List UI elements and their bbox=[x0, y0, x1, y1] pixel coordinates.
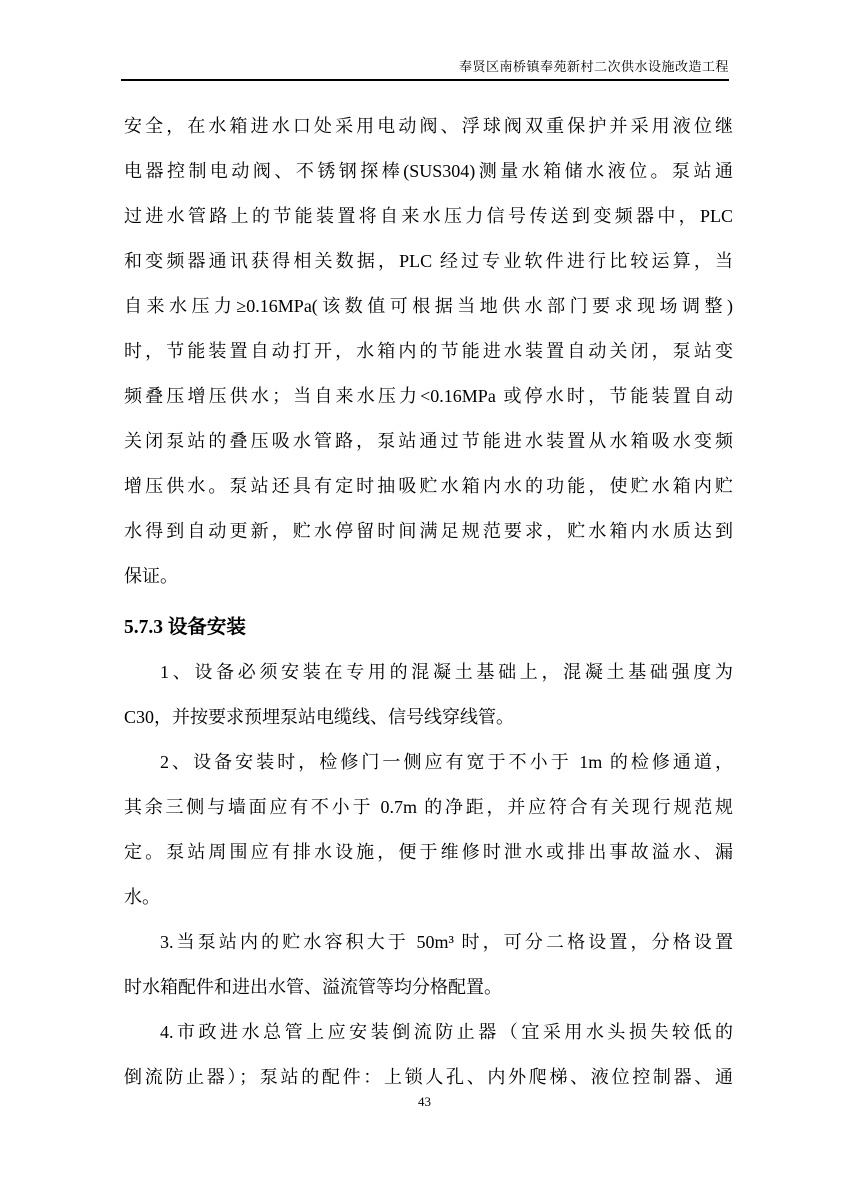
paragraph-line: 过进水管路上的节能装置将自来水压力信号传送到变频器中，PLC bbox=[124, 206, 733, 226]
paragraph-line: 倒流防止器）；泵站的配件：上锁人孔、内外爬梯、液位控制器、通 bbox=[124, 1067, 733, 1087]
paragraph-line: 时水箱配件和进出水管、溢流管等均分格配置。 bbox=[124, 977, 502, 997]
paragraph-line: 定。泵站周围应有排水设施，便于维修时泄水或排出事故溢水、漏 bbox=[124, 842, 733, 862]
paragraph-line: C30，并按要求预埋泵站电缆线、信号线穿线管。 bbox=[124, 707, 515, 727]
body-paragraph bbox=[124, 1010, 733, 1100]
paragraph-line: 时，节能装置自动打开，水箱内的节能进水装置自动关闭，泵站变 bbox=[124, 341, 733, 361]
paragraph-line: 水得到自动更新，贮水停留时间满足规范要求，贮水箱内水质达到 bbox=[124, 521, 733, 541]
running-header bbox=[121, 59, 729, 81]
paragraph-line: 水。 bbox=[124, 887, 160, 907]
paragraph-line: 1、设备必须安装在专用的混凝土基础上，混凝土基础强度为 bbox=[160, 662, 733, 682]
paragraph-line: 和变频器通讯获得相关数据，PLC 经过专业软件进行比较运算，当 bbox=[124, 251, 733, 271]
page-footer bbox=[0, 1094, 849, 1110]
paragraph-line: 3.当泵站内的贮水容积大于 50m³ 时，可分二格设置，分格设置 bbox=[160, 932, 733, 952]
paragraph-line: 电器控制电动阀、不锈钢探棒(SUS304)测量水箱储水液位。泵站通 bbox=[124, 161, 733, 181]
paragraph-line: 频叠压增压供水；当自来水压力<0.16MPa 或停水时，节能装置自动 bbox=[124, 386, 733, 406]
section-heading: 5.7.3 设备安装 bbox=[124, 617, 246, 638]
paragraph-line: 4.市政进水总管上应安装倒流防止器（宜采用水头损失较低的 bbox=[160, 1022, 733, 1042]
page-number: 43 bbox=[418, 1094, 431, 1109]
body-paragraph bbox=[124, 104, 733, 599]
body-paragraph bbox=[124, 650, 733, 740]
paragraph-line: 自来水压力≥0.16MPa(该数值可根据当地供水部门要求现场调整) bbox=[124, 296, 733, 316]
body-paragraph bbox=[124, 920, 733, 1010]
header-project-title: 奉贤区南桥镇奉苑新村二次供水设施改造工程 bbox=[458, 59, 729, 74]
paragraph-line: 增压供水。泵站还具有定时抽吸贮水箱内水的功能，使贮水箱内贮 bbox=[124, 476, 733, 496]
body-paragraph bbox=[124, 740, 733, 920]
paragraph-line: 其余三侧与墙面应有不小于 0.7m 的净距，并应符合有关现行规范规 bbox=[124, 797, 733, 817]
paragraph-line: 安全，在水箱进水口处采用电动阀、浮球阀双重保护并采用液位继 bbox=[124, 116, 733, 136]
document-body bbox=[124, 104, 733, 1100]
paragraph-line: 关闭泵站的叠压吸水管路，泵站通过节能进水装置从水箱吸水变频 bbox=[124, 431, 733, 451]
paragraph-line: 保证。 bbox=[124, 566, 178, 586]
paragraph-line: 2、设备安装时，检修门一侧应有宽于不小于 1m 的检修通道， bbox=[160, 752, 733, 772]
